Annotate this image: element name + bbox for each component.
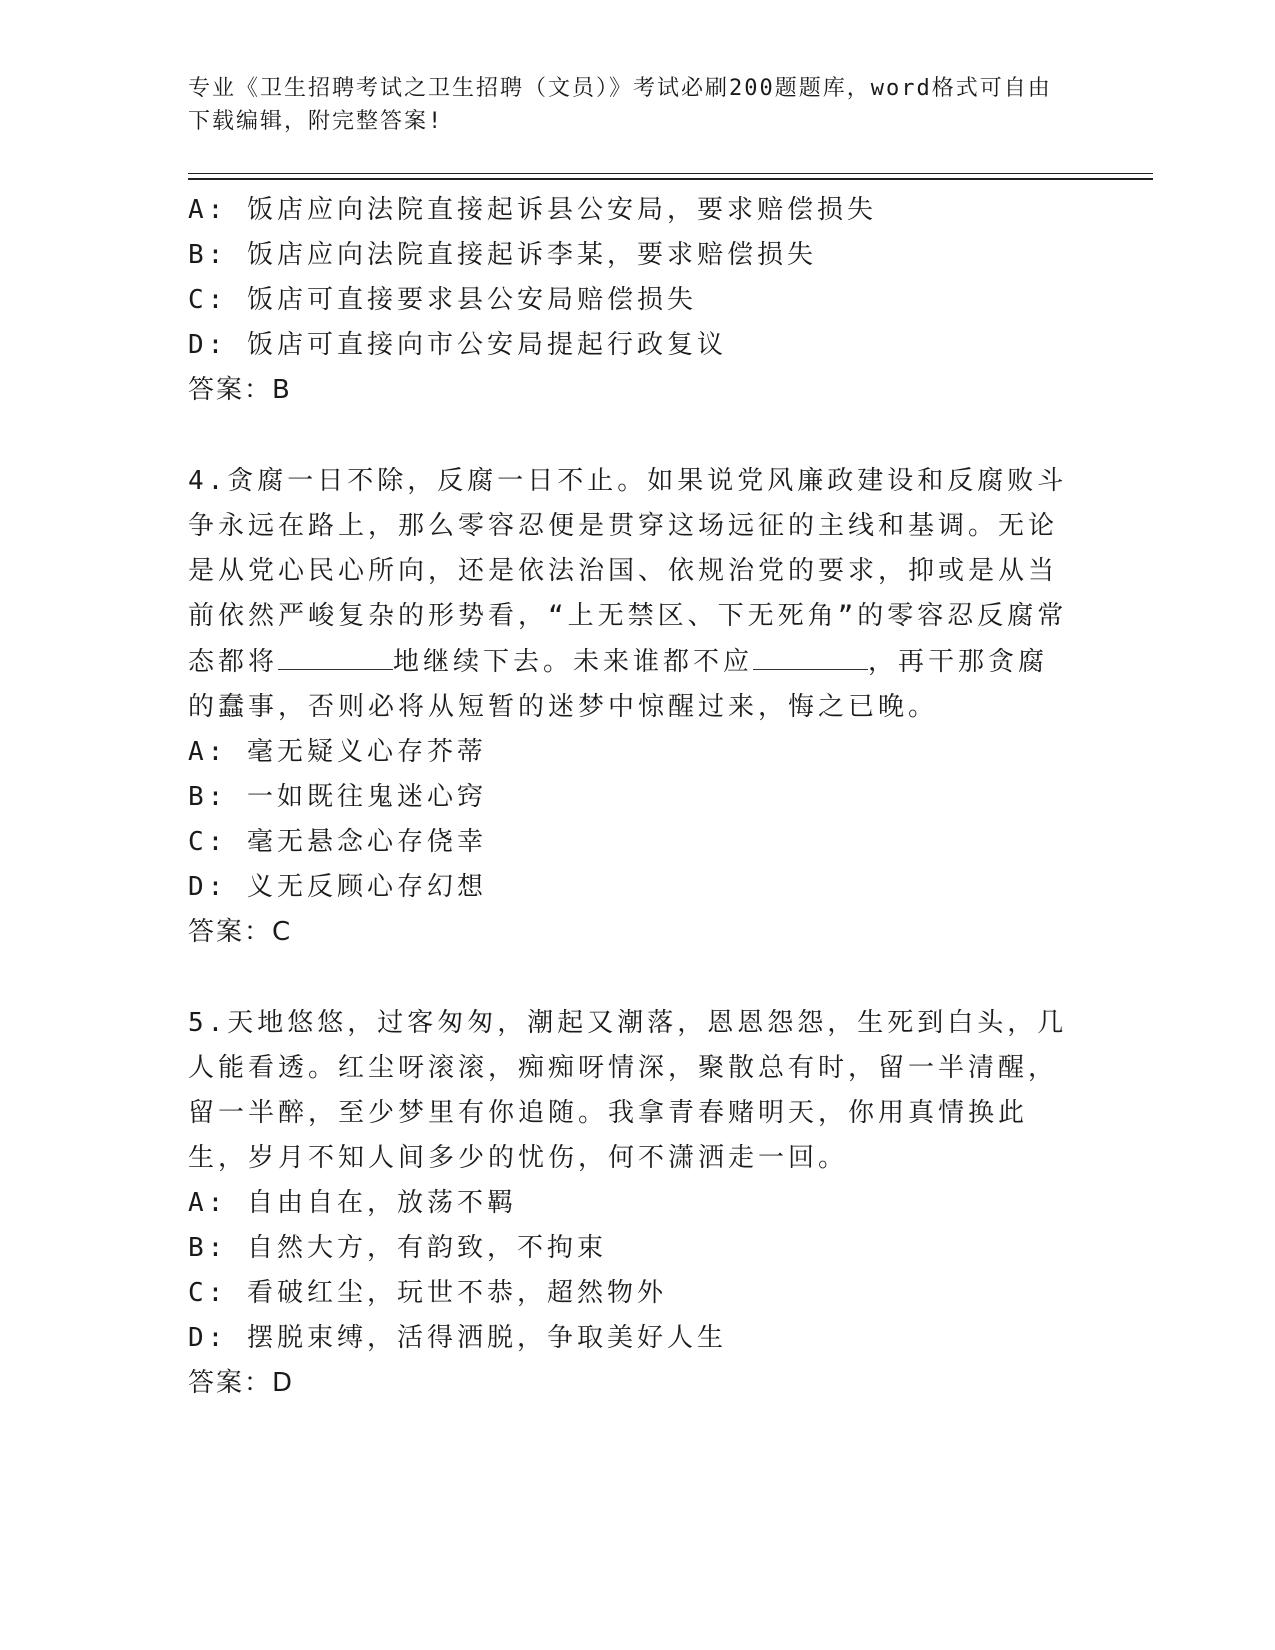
stem-text-1: 4.贪腐一日不除，反腐一日不止。如果说党风廉政建设和反腐败斗争永远在路上，那么零容忍便是贯穿这场远征的主线和基调。无论是从党心民心所向，还是依法治国、依规治党的要求，抑或是从当前依然严峻复杂的形势看，“上无禁区、下无死角”的零容忍反腐常态都将 [188, 466, 1068, 677]
option-a: A: 自由自在，放荡不羁 [188, 1188, 517, 1218]
question-stem: 5.天地悠悠，过客匆匆，潮起又潮落，恩恩怨怨，生死到白头，几人能看透。红尘呀滚滚，痴痴呀情深，聚散总有时，留一半清醒，留一半醉，至少梦里有你追随。我拿青春赌明天，你用真情换此生，岁月不知人间多少的忧伤，何不潇洒走一回。 [188, 1008, 1068, 1173]
option-a: A: 毫无疑义心存芥蒂 [188, 737, 487, 767]
fill-blank-1 [278, 639, 393, 670]
option-c: C: 看破红尘，玩世不恭，超然物外 [188, 1278, 667, 1308]
header-divider-thick [188, 178, 1153, 180]
question-4 [188, 459, 1068, 955]
stem-text-3: ，再干那贪腐的蠢事，否则必将从短暂的迷梦中惊醒过来，悔之已晚。 [188, 647, 1049, 722]
question-3 [188, 188, 1068, 413]
question-stem [188, 459, 1068, 730]
answer: 答案：B [188, 375, 292, 405]
fill-blank-2 [753, 639, 868, 670]
option-d: D: 饭店可直接向市公安局提起行政复议 [188, 330, 727, 360]
option-a: A: 饭店应向法院直接起诉县公安局，要求赔偿损失 [188, 195, 877, 225]
option-d: D: 义无反顾心存幻想 [188, 872, 487, 902]
header-divider-thin [188, 173, 1153, 174]
answer: 答案：C [188, 917, 293, 947]
option-b: B: 一如既往鬼迷心窍 [188, 782, 487, 812]
answer: 答案：D [188, 1368, 295, 1398]
option-b: B: 自然大方，有韵致，不拘束 [188, 1233, 607, 1263]
option-d: D: 摆脱束缚，活得洒脱，争取美好人生 [188, 1323, 727, 1353]
question-5 [188, 1001, 1068, 1406]
option-c: C: 毫无悬念心存侥幸 [188, 827, 487, 857]
document-header [188, 72, 1068, 138]
question-content [188, 188, 1068, 1406]
option-b: B: 饭店应向法院直接起诉李某，要求赔偿损失 [188, 240, 817, 270]
stem-text-2: 地继续下去。未来谁都不应 [393, 647, 754, 677]
header-title: 专业《卫生招聘考试之卫生招聘（文员）》考试必刷200题题库，word格式可自由下载编辑，附完整答案! [188, 76, 1052, 134]
option-c: C: 饭店可直接要求县公安局赔偿损失 [188, 285, 697, 315]
